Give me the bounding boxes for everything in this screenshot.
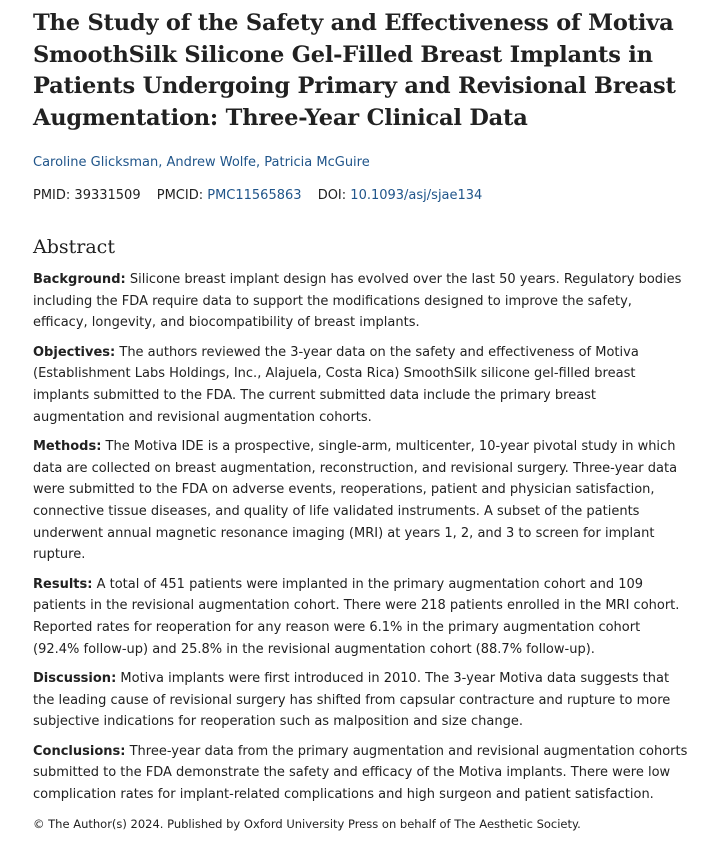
abstract-discussion [33, 668, 689, 733]
section-label: Results: [33, 576, 93, 592]
section-label: Discussion: [33, 671, 117, 687]
article-title: The Study of the Safety and Effectiveness of Motiva SmoothSilk Silicone Gel-Filled Breast Implants in Patients Undergoing Primary and Revisional Breast Augmentation: Three-Year Clinical Data [33, 10, 676, 131]
author-list [33, 154, 689, 172]
abstract-background [33, 269, 689, 334]
section-label: Objectives: [33, 344, 116, 360]
section-label: Conclusions: [33, 743, 126, 759]
abstract-heading: Abstract [33, 236, 115, 258]
section-text: The Motiva IDE is a prospective, single-arm, multicenter, 10-year pivotal study in which data are collected on breast augmentation, reconstruction, and revisional surgery. Three-year data were submitted to the FDA on adverse events, reoperations, patient and physician satisfaction, connective tissue diseases, and quality of life validated instruments. A subset of the patients underwent annual magnetic resonance imaging (MRI) at years 1, 2, and 3 to screen for implant rupture. [33, 439, 678, 563]
abstract-conclusions [33, 741, 689, 806]
section-text: Silicone breast implant design has evolved over the last 50 years. Regulatory bodies including the FDA require data to support the modifications designed to improve the safety, efficacy, longevity, and biocompatibility of breast implants. [33, 272, 682, 331]
pmcid-label: PMCID: [156, 188, 204, 203]
author-link[interactable]: Caroline Glicksman [33, 155, 159, 170]
author-link[interactable]: Patricia McGuire [264, 155, 370, 170]
author-separator: , [158, 155, 167, 170]
abstract-methods [33, 436, 689, 566]
section-text: The authors reviewed the 3-year data on the safety and effectiveness of Motiva (Establishment Labs Holdings, Inc., Alajuela, Costa Rica) SmoothSilk silicone gel-filled breast implants submitted to the FDA. The current submitted data include the primary breast augmentation and revisional augmentation cohorts. [33, 344, 639, 425]
section-text: A total of 451 patients were implanted in the primary augmentation cohort and 109 patients in the revisional augmentation cohort. There were 218 patients enrolled in the MRI cohort. Reported rates for reoperation for any reason were 6.1% in the primary augmentation cohort (92.4% follow-up) and 25.8% in the revisional augmentation cohort (88.7% follow-up). [33, 576, 680, 657]
article-identifiers [33, 187, 689, 205]
section-text: Three-year data from the primary augmentation and revisional augmentation cohorts submitted to the FDA demonstrate the safety and efficacy of the Motiva implants. There were low complication rates for implant-related complications and high surgeon and patient satisfaction. [33, 743, 688, 803]
pmid-label: PMID: [33, 188, 71, 203]
doi-link[interactable]: 10.1093/asj/sjae134 [350, 188, 483, 203]
section-text: Motiva implants were first introduced in 2010. The 3-year Motiva data suggests that the leading cause of revisional surgery has shifted from capsular contracture and rupture to more subjective indications for reoperation such as malposition and size change. [33, 671, 671, 730]
pmid-value: 39331509 [74, 188, 141, 203]
section-label: Methods: [33, 439, 102, 455]
abstract-objectives [33, 342, 689, 428]
section-label: Background: [33, 272, 126, 287]
pmcid-link[interactable]: PMC11565863 [207, 188, 302, 203]
author-separator: , [255, 155, 265, 170]
copyright-notice: © The Author(s) 2024. Published by Oxford University Press on behalf of The Aesthetic Society. [33, 816, 581, 831]
abstract-body [33, 269, 689, 806]
abstract-results [33, 574, 689, 660]
author-link[interactable]: Andrew Wolfe [166, 155, 256, 170]
doi-label: DOI: [317, 188, 347, 203]
